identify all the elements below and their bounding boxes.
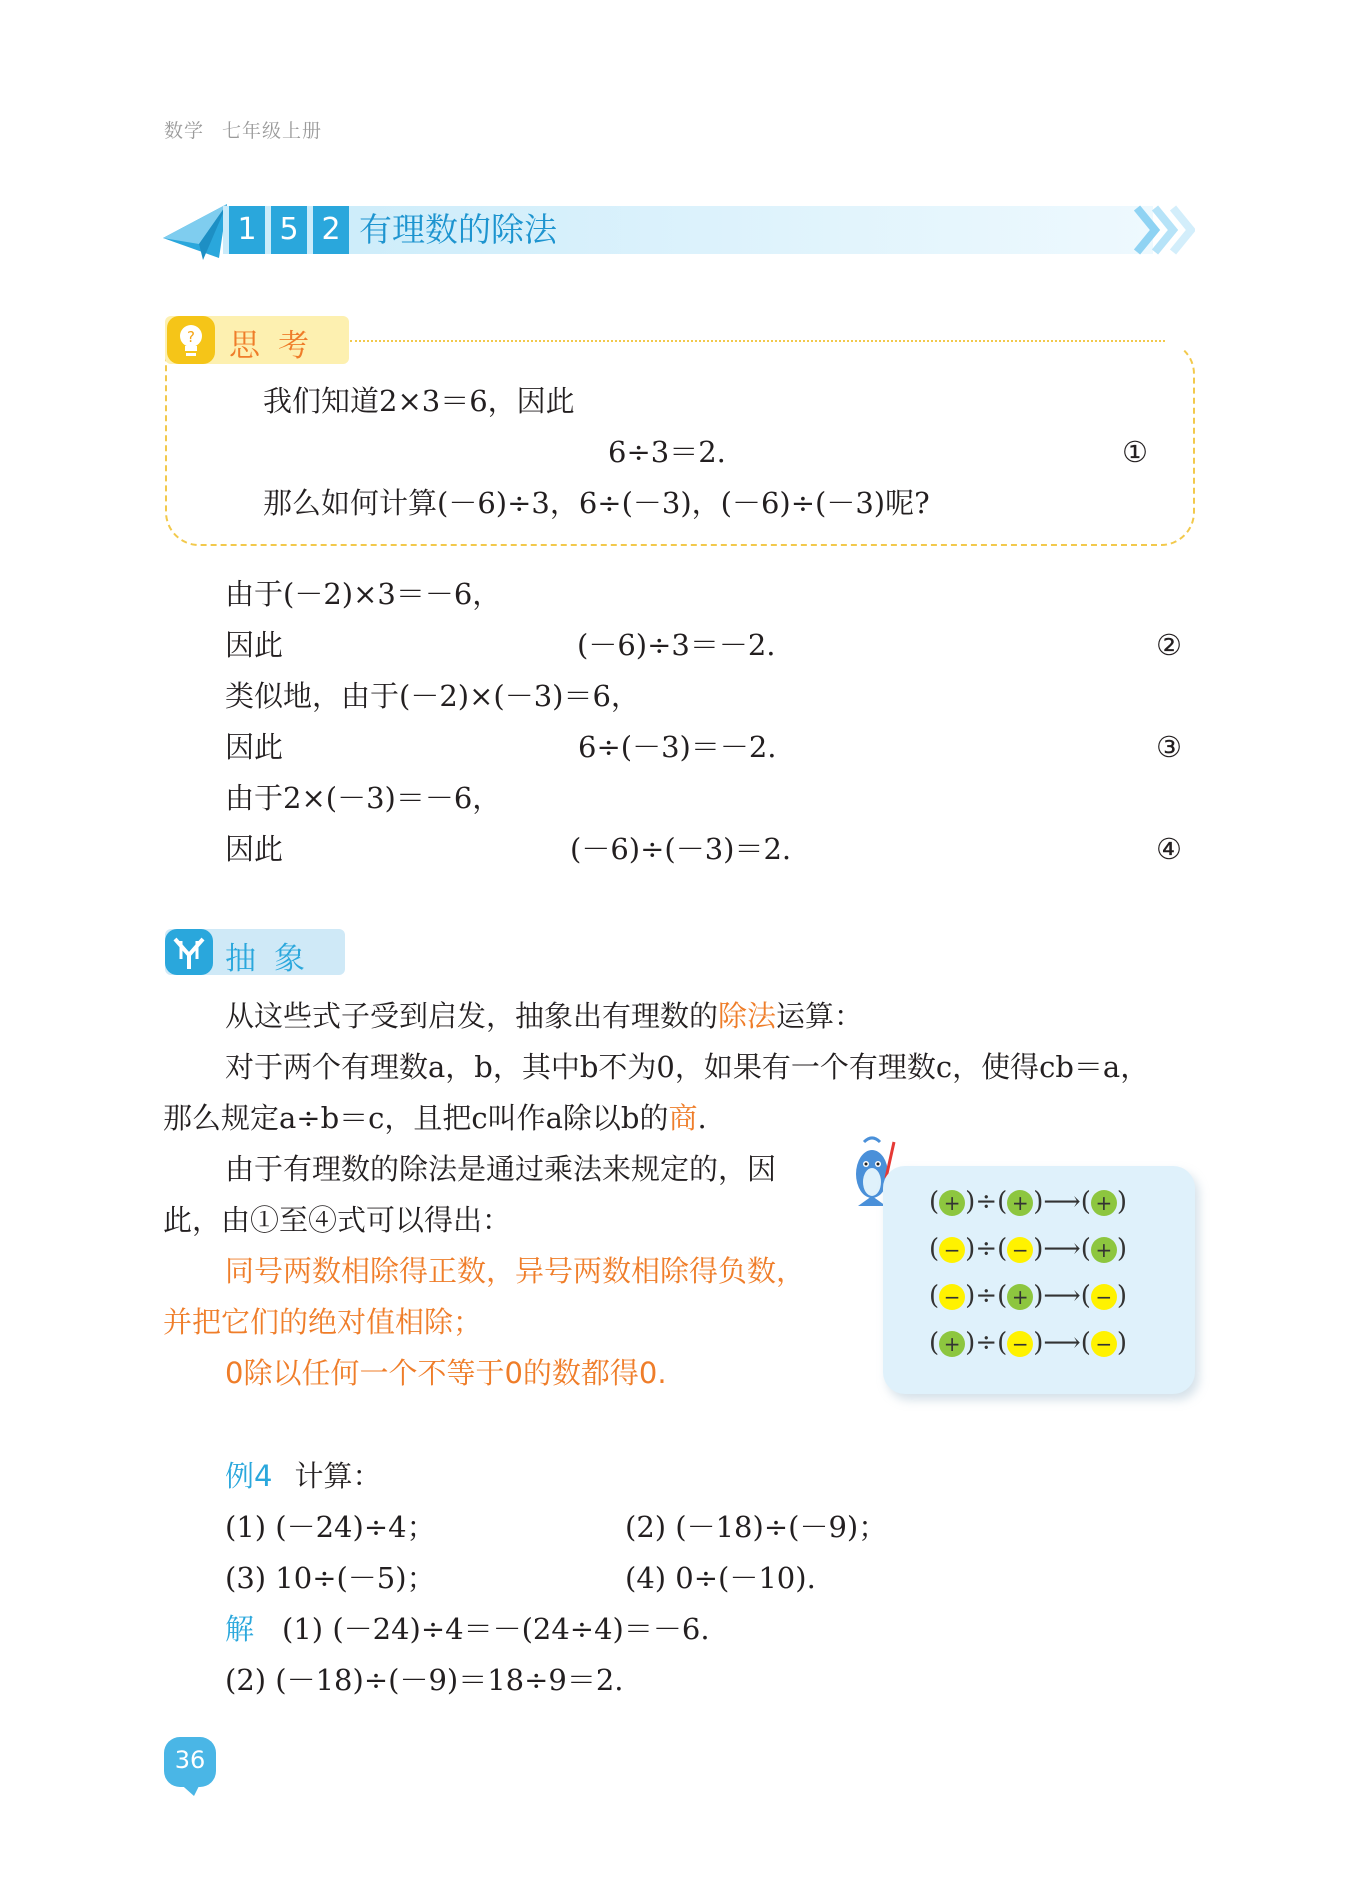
text-run: 从这些式子受到启发，抽象出有理数的 bbox=[225, 999, 719, 1033]
sign-rule-panel bbox=[883, 1166, 1195, 1394]
sign-rule-row bbox=[929, 1321, 1127, 1365]
paren: ( bbox=[997, 1281, 1008, 1311]
sign-rule-row bbox=[929, 1227, 1127, 1271]
arrow-icon: ⟶ bbox=[1043, 1281, 1081, 1311]
solution-line-1 bbox=[225, 1609, 710, 1649]
division-rule-2: 并把它们的绝对值相除； bbox=[163, 1305, 483, 1339]
paren: ) bbox=[1116, 1281, 1128, 1311]
sign-rule-row bbox=[929, 1180, 1127, 1224]
example-label: 例4 bbox=[225, 1459, 273, 1493]
plus-sign-dot: + bbox=[1091, 1190, 1117, 1216]
example-prompt: 计算： bbox=[294, 1459, 382, 1493]
think-line-1: 我们知道2×3＝6，因此 bbox=[263, 384, 575, 418]
text-run: . bbox=[697, 1101, 707, 1135]
paren: ) bbox=[1033, 1234, 1044, 1264]
sign-rule-row bbox=[929, 1274, 1127, 1318]
highlight-term-quotient: 商 bbox=[668, 1101, 698, 1135]
paren: ( bbox=[1080, 1234, 1091, 1264]
equation-tag: ② bbox=[1156, 628, 1182, 662]
paren: ) bbox=[1116, 1234, 1128, 1264]
example-question-4: (4) 0÷(－10). bbox=[625, 1561, 816, 1595]
running-head-book: 七年级上册 bbox=[222, 120, 323, 142]
abstract-paragraph-2: 对于两个有理数a，b，其中b不为0，如果有一个有理数c，使得cb＝a， bbox=[225, 1050, 1150, 1084]
paren: ( bbox=[1080, 1187, 1091, 1217]
lightbulb-icon bbox=[167, 316, 215, 364]
arrow-icon: ⟶ bbox=[1043, 1234, 1081, 1264]
paren: ( bbox=[997, 1187, 1008, 1217]
example-heading bbox=[225, 1456, 381, 1496]
divide-sign: ÷ bbox=[975, 1187, 998, 1217]
paren: ) bbox=[965, 1187, 976, 1217]
plus-sign-dot: + bbox=[1091, 1237, 1117, 1263]
solution-line-2: (2) (－18)÷(－9)＝18÷9＝2. bbox=[225, 1663, 624, 1697]
division-rule-1: 同号两数相除得正数，异号两数相除得负数， bbox=[225, 1254, 806, 1288]
minus-sign-dot: − bbox=[1091, 1284, 1117, 1310]
minus-sign-dot: − bbox=[1091, 1331, 1117, 1357]
minus-sign-dot: − bbox=[939, 1284, 965, 1310]
text-run: 运算： bbox=[776, 999, 864, 1033]
paren: ) bbox=[1116, 1328, 1128, 1358]
abstract-paragraph-4: 由于有理数的除法是通过乘法来规定的，因 bbox=[225, 1152, 777, 1186]
division-rule-3: 0除以任何一个不等于0的数都得0. bbox=[225, 1356, 667, 1390]
derivation-lead: 因此 bbox=[225, 832, 284, 866]
think-equation-1: 6÷3＝2. bbox=[608, 435, 726, 469]
derivation-line: 由于(－2)×3＝－6， bbox=[225, 577, 502, 611]
running-head-subject: 数学 bbox=[164, 120, 205, 142]
equation-tag: ④ bbox=[1156, 832, 1182, 866]
text-run: 那么规定a÷b＝c，且把c叫作a除以b的 bbox=[163, 1101, 669, 1135]
paren: ( bbox=[929, 1281, 940, 1311]
paren: ( bbox=[929, 1328, 940, 1358]
minus-sign-dot: − bbox=[1007, 1237, 1033, 1263]
page-number: 36 bbox=[174, 1746, 206, 1774]
paren: ) bbox=[965, 1234, 976, 1264]
plus-sign-dot: + bbox=[1007, 1190, 1033, 1216]
paren: ) bbox=[1033, 1328, 1044, 1358]
paren: ) bbox=[1033, 1187, 1044, 1217]
divide-sign: ÷ bbox=[975, 1281, 998, 1311]
paren: ( bbox=[929, 1187, 940, 1217]
section-title: 有理数的除法 bbox=[359, 210, 557, 249]
divide-sign: ÷ bbox=[975, 1328, 998, 1358]
abstract-paragraph-5: 此，由①至④式可以得出： bbox=[163, 1203, 512, 1237]
equation-tag: ③ bbox=[1156, 730, 1182, 764]
solution-text: (1) (－24)÷4＝－(24÷4)＝－6. bbox=[282, 1612, 710, 1646]
derivation-line: 由于2×(－3)＝－6， bbox=[225, 781, 502, 815]
chevrons-icon bbox=[1133, 204, 1195, 256]
arrow-icon: ⟶ bbox=[1043, 1328, 1081, 1358]
example-question-2: (2) (－18)÷(－9)； bbox=[625, 1510, 888, 1544]
derivation-equation: (－6)÷(－3)＝2. bbox=[570, 832, 792, 866]
paren: ( bbox=[997, 1234, 1008, 1264]
paren: ( bbox=[1080, 1281, 1091, 1311]
abstract-paragraph-3 bbox=[163, 1098, 707, 1138]
badge-tail-icon bbox=[176, 1780, 202, 1798]
paren: ) bbox=[965, 1281, 976, 1311]
highlight-term-division: 除法 bbox=[718, 999, 777, 1033]
think-line-2: 那么如何计算(－6)÷3，6÷(－3)，(－6)÷(－3)呢? bbox=[263, 486, 930, 520]
example-question-1: (1) (－24)÷4； bbox=[225, 1510, 436, 1544]
svg-text:?: ? bbox=[187, 328, 195, 346]
derivation-line: 类似地，由于(－2)×(－3)＝6， bbox=[225, 679, 640, 713]
derivation-lead: 因此 bbox=[225, 628, 284, 662]
minus-sign-dot: − bbox=[1007, 1331, 1033, 1357]
funnel-icon bbox=[165, 929, 213, 975]
plus-sign-dot: + bbox=[939, 1190, 965, 1216]
paren: ( bbox=[997, 1328, 1008, 1358]
solution-label: 解 bbox=[225, 1612, 255, 1646]
abstract-paragraph-1 bbox=[225, 996, 863, 1036]
paren: ) bbox=[1116, 1187, 1128, 1217]
paren: ( bbox=[929, 1234, 940, 1264]
arrow-icon: ⟶ bbox=[1043, 1187, 1081, 1217]
abstract-label-text: 抽象 bbox=[225, 941, 323, 977]
derivation-equation: 6÷(－3)＝－2. bbox=[578, 730, 777, 764]
think-label-text: 思考 bbox=[229, 328, 327, 364]
equation-tag: ① bbox=[1122, 435, 1148, 469]
example-question-3: (3) 10÷(－5)； bbox=[225, 1561, 436, 1595]
minus-sign-dot: − bbox=[939, 1237, 965, 1263]
running-head bbox=[164, 116, 322, 143]
paren: ( bbox=[1080, 1328, 1091, 1358]
paren: ) bbox=[965, 1328, 976, 1358]
derivation-equation: (－6)÷3＝－2. bbox=[577, 628, 776, 662]
section-number-part: 1 bbox=[229, 206, 265, 254]
section-banner bbox=[163, 196, 1198, 266]
plus-sign-dot: + bbox=[939, 1331, 965, 1357]
derivation-lead: 因此 bbox=[225, 730, 284, 764]
section-number-part: 2 bbox=[313, 206, 349, 254]
plus-sign-dot: + bbox=[1007, 1284, 1033, 1310]
section-number-part: 5 bbox=[271, 206, 307, 254]
divide-sign: ÷ bbox=[975, 1234, 998, 1264]
paren: ) bbox=[1033, 1281, 1044, 1311]
